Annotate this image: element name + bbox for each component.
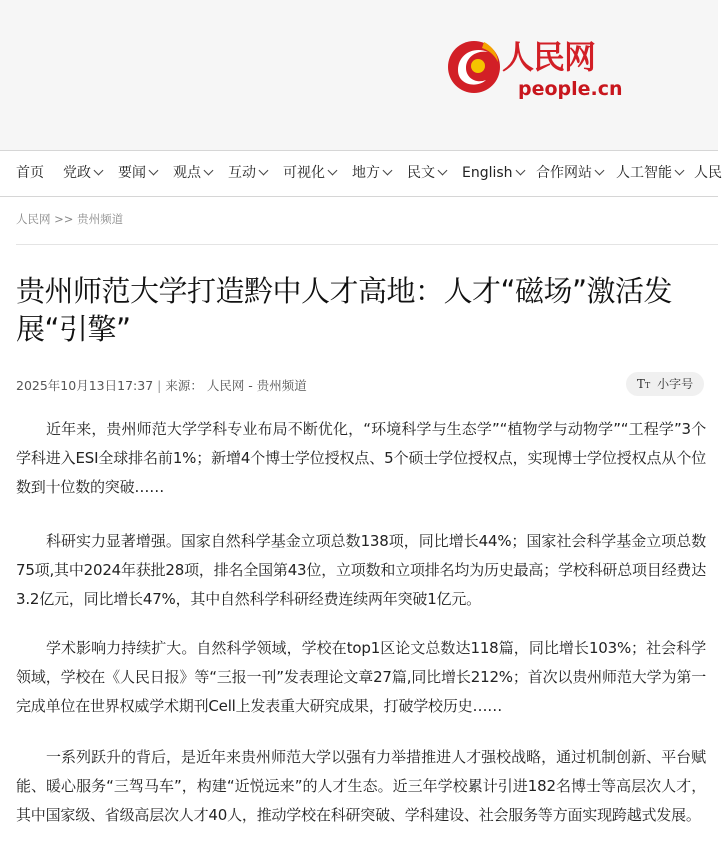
logo-text-cn: 人民网: [502, 38, 596, 76]
nav-item-news[interactable]: [118, 151, 157, 196]
font-size-toggle-label: 小字号: [657, 377, 694, 391]
chevron-down-icon: [328, 166, 338, 176]
breadcrumb: [16, 211, 123, 227]
article-title: 贵州师范大学打造黔中人才高地：人才“磁场”激活发展“引擎”: [16, 274, 673, 346]
article-paragraph-4: 一系列跃升的背后，是近年来贵州师范大学以强有力举措推进人才强校战略，通过机制创新、平台赋能、暖心服务“三驾马车”，构建“近悦远来”的人才生态。近三年学校累计引进182名博士等高层次人才，其中国家级、省级高层次人才40人，推动学校在科研突破、学科建设、社会服务等方面实现跨越式发展。: [16, 748, 706, 824]
chevron-down-icon: [259, 166, 269, 176]
article-paragraph-2: 科研实力显著增强。国家自然科学基金立项总数138项，同比增长44%；国家社会科学基金立项总数75项,其中2024年获批28项，排名全国第43位，立项数和立项排名均为历史最高；学校科研总项目经费达3.2亿元，同比增长47%，其中自然科学科研经费连续两年突破1亿元。: [16, 532, 707, 608]
chevron-down-icon: [675, 166, 685, 176]
nav-label: 地方: [352, 165, 380, 181]
nav-label: English: [462, 165, 513, 181]
chevron-down-icon: [383, 166, 393, 176]
source-label: 来源：: [165, 378, 203, 393]
divider: [16, 244, 718, 245]
logo-text-en: people.cn: [518, 78, 623, 100]
nav-item-interact[interactable]: [228, 151, 267, 196]
nav-item-ai[interactable]: [616, 151, 683, 196]
nav-item-minority[interactable]: [407, 151, 446, 196]
nav-item-opinion[interactable]: [173, 151, 212, 196]
nav-item-party-gov[interactable]: [63, 151, 102, 196]
nav-label: 党政: [63, 165, 91, 181]
main-nav: [0, 150, 722, 197]
chevron-down-icon: [149, 166, 159, 176]
chevron-down-icon: [515, 166, 525, 176]
nav-label: 观点: [173, 165, 201, 181]
breadcrumb-home[interactable]: 人民网: [16, 212, 51, 226]
nav-item-local[interactable]: [352, 151, 391, 196]
font-size-toggle-button[interactable]: [626, 372, 704, 396]
article-date: 2025年10月13日17:37: [16, 378, 154, 393]
people-logo[interactable]: [444, 34, 624, 104]
nav-item-home[interactable]: [16, 151, 44, 196]
site-header: [0, 0, 718, 150]
nav-label: 人工智能: [616, 165, 672, 181]
article-meta: [16, 376, 307, 394]
breadcrumb-separator: >>: [54, 212, 74, 226]
logo-swirl-icon: [444, 34, 504, 96]
nav-label: 要闻: [118, 165, 146, 181]
article-paragraph-3: 学术影响力持续扩大。自然科学领域，学校在top1区论文总数达118篇，同比增长103%；社会科学领域，学校在《人民日报》等“三报一刊”发表理论文章27篇,同比增长212%；首次以贵州师范大学为第一完成单位在世界权威学术期刊Cell上发表重大研究成果，打破学校历史……: [16, 639, 706, 715]
nav-label: 可视化: [283, 165, 325, 181]
meta-separator: |: [157, 378, 166, 393]
nav-label: 首页: [16, 165, 44, 181]
text-size-icon: TT: [636, 377, 651, 391]
breadcrumb-channel[interactable]: 贵州频道: [77, 212, 124, 226]
nav-item-people[interactable]: [694, 151, 722, 196]
nav-label: 合作网站: [536, 165, 592, 181]
nav-label: 人民: [694, 165, 722, 181]
article-source-link[interactable]: 人民网 - 贵州频道: [206, 378, 307, 393]
chevron-down-icon: [595, 166, 605, 176]
article-paragraph-1: 近年来，贵州师范大学学科专业布局不断优化，“环境科学与生态学”“植物学与动物学”“工程学”3个学科进入ESI全球排名前1%；新增4个博士学位授权点、5个硕士学位授权点，实现博士学位授权点从个位数到十位数的突破……: [16, 420, 706, 496]
chevron-down-icon: [204, 166, 214, 176]
nav-label: 互动: [228, 165, 256, 181]
chevron-down-icon: [438, 166, 448, 176]
nav-item-visual[interactable]: [283, 151, 336, 196]
nav-item-partners[interactable]: [536, 151, 603, 196]
nav-item-english[interactable]: [462, 151, 524, 196]
nav-label: 民文: [407, 165, 435, 181]
chevron-down-icon: [94, 166, 104, 176]
